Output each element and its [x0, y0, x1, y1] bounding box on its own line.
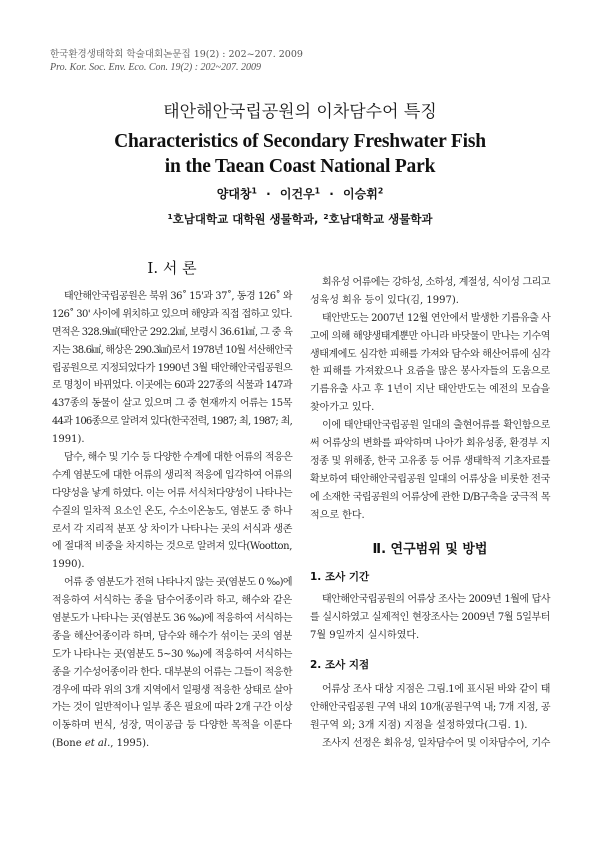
text-line: 로 명칭이 바뀌었다. 이곳에는 60과 227종의 식물과 147과 [52, 380, 292, 392]
text-line: 적으로 한다. [310, 509, 365, 521]
text-line [52, 735, 292, 753]
paragraph [310, 681, 550, 735]
affiliation-text: 호남대학교 생물학과 [328, 212, 433, 226]
author-name: 이건우 [279, 187, 315, 201]
text-line: 이에 태안태안국립공원 일대의 출현어류를 확인함으로 [322, 420, 550, 432]
author-list [0, 185, 600, 202]
paragraph [310, 591, 550, 645]
text-line: 담수, 해수 및 기수 등 다양한 수계에 대한 어류의 적응은 [64, 452, 293, 464]
journal-header-english: Pro. Kor. Soc. Env. Eco. Con. 19(2) : 202~207. 2009 [50, 62, 261, 73]
text-line: 적응하여 서식하는 종을 담수어종이라 하고, 해수와 같은 [52, 595, 292, 607]
author-separator: · [329, 187, 334, 201]
text-line: 정종 및 위해종, 한국 고유종 등 어류 생태학적 기초자료를 [310, 455, 550, 467]
text-line: 7월 9일까지 실시하였다. [310, 629, 420, 641]
paragraph [310, 417, 550, 524]
text-line: 수계 염분도에 대한 어류의 생리적 적응에 입각하여 어류의 [52, 469, 292, 481]
affiliation-mark: 2 [323, 211, 329, 221]
text-line: 면적은 328.9㎢(태안군 292.2㎢, 보령시 36.61㎢, 그 중 육 [52, 326, 293, 338]
affiliation-mark: 1 [251, 186, 257, 196]
author-separator: · [266, 187, 271, 201]
text-line: 고에 의해 해양생태계뿐만 아니라 바닷물이 만나는 기수역 [310, 330, 550, 342]
subsection-heading-sites: 2. 조사 지점 [310, 659, 370, 671]
text-line: 종을 기수성어종이라 한다. 대부분의 어류는 그들이 적응한 [52, 666, 292, 678]
text-line: 1990). [52, 559, 85, 571]
text-line: 확보하여 태안해안국립공원 일대의 어류상을 비롯한 전국 [310, 473, 550, 485]
text-line: 안해안국립공원 구역 내외 10개(공원구역 내; 7개 지점, 공 [310, 701, 550, 713]
subsection-body-sites [310, 681, 550, 753]
text-line: 126˚ 30' 사이에 위치하고 있으며 해양과 직접 접하고 있다. [52, 308, 292, 320]
italic-text: et al. [84, 738, 111, 750]
text-line: 지는 38.6㎢, 해상은 290.3㎢)로서 1978년 10월 서산해안국 [52, 344, 292, 356]
text-line: 태안반도는 2007년 12월 연안에서 발생한 기름유출 사 [322, 312, 551, 324]
text-line: 도가 나타나는 곳(염분도 5~30 ‰)에 적응하여 서식하는 [52, 648, 292, 660]
subsection-body-period [310, 591, 550, 645]
text-line: 어류상 조사 대상 지점은 그림.1에 표시된 바와 같이 태 [322, 684, 550, 695]
affiliation-text: 호남대학교 대학원 생물학과, [172, 212, 319, 226]
text-line: 염분도가 나타나는 곳(염분도 36 ‰)에 적응하여 서식하는 [52, 613, 292, 625]
text-line: 기름유출 사고 후 1년이 지난 태안반도는 예전의 모습을 [310, 384, 550, 396]
text-line: 를 실시하였고 실제적인 현장조사는 2009년 7월 5일부터 [310, 611, 550, 623]
text-line: 에 소재한 국립공원의 어류상에 관한 D/B구축을 궁극적 목 [310, 491, 550, 503]
text-line: 가는 것이 일반적이나 일부 종은 필요에 따라 2개 구간 이상 [52, 702, 292, 714]
text-line: 원구역 외; 3개 지점) 지점을 설정하였다(그림. 1). [310, 719, 528, 731]
paper-title-english-line-1: Characteristics of Secondary Freshwater Fish [114, 131, 486, 152]
paragraph [310, 735, 550, 753]
subsection-heading-period: 1. 조사 기간 [310, 571, 370, 583]
text-line: 한 피해를 가져왔으나 요즘을 많은 봉사자들의 도움으로 [310, 366, 550, 378]
text-line: 수질의 일차적 요소인 온도, 수소이온농도, 염분도 중 하나 [52, 505, 292, 517]
paragraph [52, 574, 292, 753]
text-line: 립공원으로 지정되었다가 1990년 3월 태안해안국립공원으 [52, 362, 292, 374]
text-line: 1991). [52, 434, 85, 446]
text-line: 써 어류상의 변화를 파악하며 나아가 회유성종, 환경부 지 [310, 438, 550, 450]
paragraph [52, 449, 292, 574]
section-heading-introduction: Ⅰ. 서 론 [147, 259, 197, 277]
text-line: 이동하며 번식, 성장, 먹이공급 등 다양한 목적을 이룬다 [52, 720, 292, 732]
text-line: 찾아가고 있다. [310, 402, 375, 414]
text-line: 회유성 어류에는 강하성, 소하성, 계절성, 식이성 그리고 [322, 277, 550, 288]
text-segment: , 1995). [110, 738, 150, 750]
text-line: 태안해안국립공원은 북위 36˚ 15'과 37˚, 동경 126˚ 와 [64, 291, 292, 302]
right-column-body [310, 274, 550, 524]
text-segment: (Bone [52, 738, 85, 750]
section-heading-methods: Ⅱ. 연구범위 및 방법 [372, 542, 488, 557]
text-line: 종을 해산어종이라 하며, 담수와 해수가 섞이는 곳의 염분 [52, 630, 292, 642]
text-line: 로서 각 지리적 분포 상 차이가 나타나는 곳의 서식과 생존 [52, 523, 292, 535]
journal-header-korean: 한국환경생태학회 학술대회논문집 19(2) : 202~207. 2009 [50, 49, 303, 60]
text-line: 에 절대적 비중을 차지하는 것으로 알려져 있다(Wootton, [52, 541, 292, 553]
text-line: 성육성 회유 등이 있다(김, 1997). [310, 294, 459, 306]
text-line: 44과 106종으로 알려져 있다(한국전력, 1987; 최, 1987; 최, [52, 416, 292, 428]
paper-title-korean: 태안해안국립공원의 이차담수어 특징 [163, 102, 437, 122]
author-name: 양대창 [216, 187, 252, 201]
paper-title-english-line-2: in the Taean Coast National Park [164, 156, 436, 177]
text-line: 생태계에도 심각한 피해를 가져와 담수와 해산어류에 심각 [310, 348, 550, 360]
text-line: 경우에 따라 위의 3개 지역에서 일평생 적응한 상태로 살아 [52, 684, 292, 696]
paragraph [310, 274, 550, 310]
text-line: 437종의 동물이 살고 있으며 그 중 현재까지 어류는 15목 [52, 398, 292, 410]
affiliation-mark: 2 [377, 186, 384, 196]
affiliation-mark: 1 [167, 211, 173, 221]
affiliation-line [0, 211, 600, 227]
text-line: 어류 중 염분도가 전혀 나타나지 않는 곳(염분도 0 ‰)에 [64, 577, 292, 589]
paragraph [310, 310, 550, 417]
author-name: 이승휘 [343, 187, 378, 201]
text-line: 태안해안국립공원의 어류상 조사는 2009년 1월에 답사 [322, 594, 550, 605]
paragraph [52, 288, 292, 449]
left-column-body [52, 288, 292, 753]
text-line: 다양성을 낳게 하였다. 이는 어류 서식처다양성이 나타나는 [52, 487, 292, 499]
text-line: 조사지 선정은 회유성, 일차담수어 및 이차담수어, 기수 [322, 737, 550, 749]
affiliation-mark: 1 [314, 186, 321, 196]
